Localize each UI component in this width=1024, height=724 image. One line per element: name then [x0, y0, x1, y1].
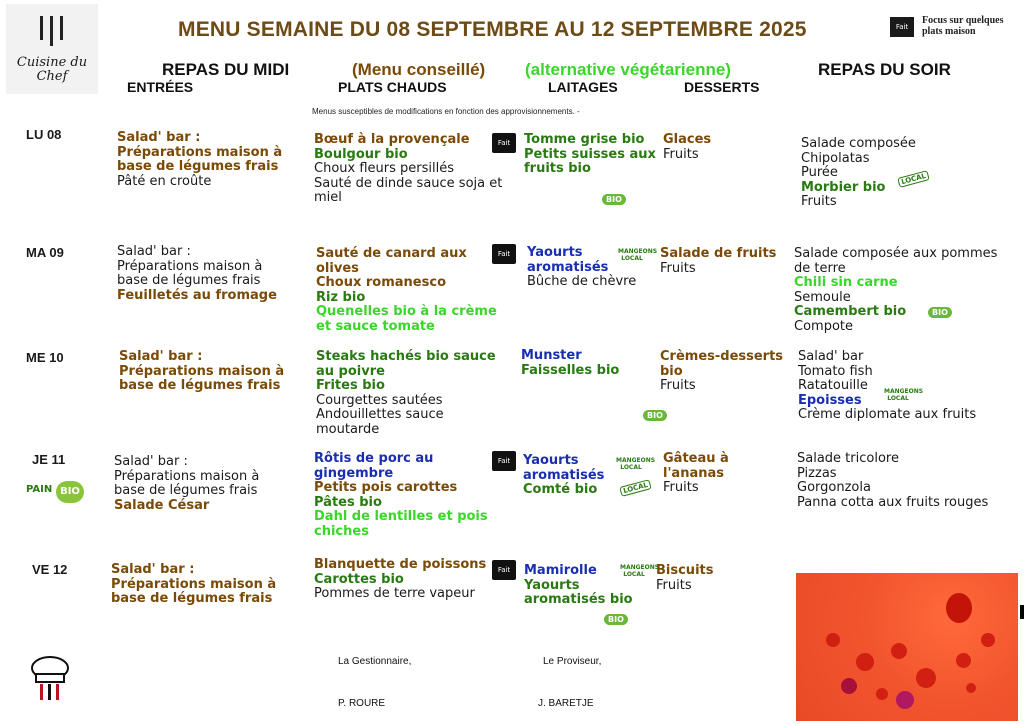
pain-label: PAIN: [26, 484, 53, 495]
tomato-shape: [891, 643, 907, 659]
list-item: Tomato fish: [798, 363, 873, 379]
list-item: Faisselles bio: [521, 362, 620, 378]
list-item: Préparations maison à base de légumes frais: [117, 258, 263, 288]
list-item: Epoisses: [798, 392, 862, 408]
day-label: LU 08: [26, 127, 62, 142]
list-item: Munster: [521, 348, 582, 363]
list-item: Tomme grise bio: [524, 132, 645, 147]
logo-text: Cuisine du Chef: [16, 55, 88, 84]
list-item: Préparations maison à base de légumes frais: [114, 468, 260, 498]
day-label: JE 11: [32, 452, 66, 467]
mangeons-local-badge-icon: MANGEONS LOCAL: [620, 564, 660, 578]
laitages-cell: [524, 133, 656, 177]
pomegranate-shape: [841, 678, 857, 694]
soir-cell: [794, 247, 1016, 334]
peppercorn-bowl-shape: [896, 691, 914, 709]
list-item: Bûche de chèvre: [527, 274, 637, 289]
tomato-shape: [981, 633, 995, 647]
list-item: Dahl de lentilles et pois chiches: [314, 509, 488, 539]
list-item: Feuilletés au fromage: [117, 287, 277, 303]
list-item: Salad' bar: [798, 349, 864, 364]
soir-cell: [798, 350, 1016, 423]
list-item: Steaks hachés bio sauce au poivre: [316, 349, 496, 379]
list-item: Choux fleurs persillés: [314, 161, 454, 176]
tomato-shape: [826, 633, 840, 647]
list-item: Yaourts aromatisés bio: [524, 577, 633, 607]
list-item: Chili sin carne: [794, 275, 898, 290]
list-item: Morbier bio: [801, 179, 886, 195]
repas-midi-header: REPAS DU MIDI: [162, 60, 290, 79]
plats-cell: [314, 133, 518, 206]
list-item: Pâté en croûte: [117, 173, 212, 189]
desserts-cell: [656, 564, 776, 593]
fait-maison-icon: Fait maison: [492, 560, 516, 580]
tomato-shape: [876, 688, 888, 700]
day-label: ME 10: [26, 350, 64, 365]
col-laitages: LAITAGES: [548, 79, 618, 95]
bio-badge-icon: BIO: [604, 614, 628, 625]
tomato-shape: [916, 668, 936, 688]
list-item: Pâtes bio: [314, 494, 382, 510]
desserts-cell: [663, 133, 791, 162]
list-item: Salade tricolore: [797, 451, 899, 466]
list-item: Courgettes sautées: [316, 392, 443, 408]
list-item: Petits pois carottes: [314, 480, 458, 495]
desserts-cell: [660, 350, 796, 394]
list-item: Petits suisses aux fruits bio: [524, 146, 656, 176]
list-item: Préparations maison à base de légumes frais: [111, 576, 277, 606]
focus-legend: Focus sur quelques plats maison: [922, 15, 1004, 37]
fait-maison-icon: Fait maison: [492, 244, 516, 264]
chef-hat-icon: [28, 654, 72, 704]
list-item: Riz bio: [316, 289, 366, 305]
list-item: Sauté de dinde sauce soja et miel: [314, 175, 503, 205]
gestionnaire-name: P. ROURE: [338, 698, 386, 709]
cuisine-du-chef-logo: [6, 4, 98, 94]
bio-badge-icon: BIO: [643, 410, 667, 421]
mangeons-local-badge-icon: MANGEONS LOCAL: [884, 388, 924, 402]
list-item: Glaces: [663, 132, 712, 147]
laitages-cell: [521, 349, 653, 378]
col-desserts: DESSERTS: [684, 79, 760, 95]
list-item: Salade de fruits: [660, 246, 777, 261]
fait-maison-icon: Fait maison: [492, 133, 516, 153]
list-item: Semoule: [794, 289, 851, 305]
list-item: Rôtis de porc au gingembre: [314, 451, 434, 481]
local-bio-badge-icon: LOCAL: [619, 479, 652, 497]
list-item: Panna cotta aux fruits rouges: [797, 494, 989, 510]
list-item: Purée: [801, 165, 838, 180]
vegetables-photo: [796, 573, 1018, 721]
list-item: Compote: [794, 318, 853, 334]
list-item: Frites bio: [316, 378, 385, 393]
fait-maison-icon: Fait maison: [492, 451, 516, 471]
list-item: Salad' bar :: [117, 244, 191, 259]
fork-knife-icon: [32, 14, 72, 58]
entrees-cell: [114, 455, 294, 513]
list-item: Carottes bio: [314, 571, 404, 587]
entrees-cell: [111, 563, 291, 607]
list-item: Préparations maison à base de légumes frais: [117, 144, 283, 174]
pepper-shape: [946, 593, 972, 623]
plats-cell: [316, 350, 508, 437]
list-item: Mamirolle: [524, 563, 597, 578]
entrees-cell: [117, 245, 297, 303]
col-plats-chauds: PLATS CHAUDS: [338, 79, 447, 95]
bio-badge-icon: BIO: [928, 307, 952, 318]
list-item: Gorgonzola: [797, 480, 871, 495]
local-bio-badge-icon: LOCAL: [897, 170, 930, 188]
bio-badge-icon: BIO: [602, 194, 626, 205]
list-item: Sauté de canard aux olives: [316, 246, 467, 276]
list-item: Camembert bio: [794, 304, 907, 319]
proviseur-name: J. BARETJE: [538, 698, 594, 709]
plats-cell: [316, 247, 506, 334]
list-item: Biscuits: [656, 563, 714, 578]
list-item: Ratatouille: [798, 378, 868, 393]
list-item: Comté bio: [523, 482, 598, 497]
list-item: Salad' bar :: [119, 349, 203, 364]
alternative-vegetarienne-header: (alternative végétarienne): [525, 60, 731, 79]
availability-notice: Menus susceptibles de modifications en fonction des approvisionnements. -: [312, 107, 580, 116]
list-item: Chipolatas: [801, 150, 870, 166]
edge-mark: [1020, 605, 1024, 619]
tomato-shape: [956, 653, 971, 668]
list-item: Yaourts aromatisés: [523, 453, 605, 483]
list-item: Crèmes-desserts bio: [660, 349, 784, 379]
gestionnaire-title: La Gestionnaire,: [338, 656, 412, 667]
tomato-shape: [966, 683, 976, 693]
fait-maison-icon: Fait maison: [890, 17, 914, 37]
proviseur-title: Le Proviseur,: [543, 656, 602, 667]
entrees-cell: [119, 350, 299, 394]
list-item: Fruits: [663, 146, 699, 162]
menu-conseille-header: (Menu conseillé): [352, 60, 486, 79]
page-title: MENU SEMAINE DU 08 SEPTEMBRE AU 12 SEPTEMBRE 2025: [178, 18, 807, 41]
list-item: Quenelles bio à la crème et sauce tomate: [316, 304, 497, 334]
desserts-cell: [663, 452, 783, 496]
plats-cell: [314, 558, 496, 602]
list-item: Blanquette de poissons: [314, 557, 487, 572]
list-item: Fruits: [660, 260, 696, 276]
list-item: Pizzas: [797, 465, 837, 481]
list-item: Pommes de terre vapeur: [314, 586, 475, 601]
list-item: Fruits: [660, 378, 696, 393]
desserts-cell: [660, 247, 790, 276]
list-item: Choux romanesco: [316, 275, 446, 290]
day-label: MA 09: [26, 245, 64, 260]
entrees-cell: [117, 131, 297, 189]
pain-bio-badge-icon: BIO: [56, 481, 84, 503]
list-item: Préparations maison à base de légumes frais: [119, 363, 285, 393]
list-item: Salade composée: [801, 136, 916, 151]
col-entrees: ENTRÉES: [127, 79, 194, 95]
list-item: Salad' bar :: [114, 454, 188, 469]
tomato-shape: [856, 653, 874, 671]
list-item: Salad' bar :: [117, 130, 201, 145]
day-label: VE 12: [32, 562, 68, 577]
mangeons-local-badge-icon: MANGEONS LOCAL: [616, 457, 656, 471]
list-item: Salade composée aux pommes de terre: [794, 246, 998, 276]
list-item: Fruits: [663, 480, 699, 495]
list-item: Salad' bar :: [111, 562, 195, 577]
soir-cell: [801, 137, 1016, 210]
list-item: Salade César: [114, 497, 210, 513]
soir-cell: [797, 452, 1016, 510]
list-item: Boulgour bio: [314, 146, 408, 162]
list-item: Yaourts aromatisés: [527, 245, 609, 275]
list-item: Crème diplomate aux fruits: [798, 407, 977, 422]
list-item: Fruits: [801, 194, 837, 209]
list-item: Gâteau à l'ananas: [663, 451, 729, 481]
list-item: Bœuf à la provençale: [314, 132, 470, 147]
list-item: Fruits: [656, 577, 692, 593]
repas-soir-header: REPAS DU SOIR: [818, 60, 951, 79]
list-item: Andouillettes sauce moutarde: [316, 407, 444, 437]
mangeons-local-badge-icon: MANGEONS LOCAL: [618, 248, 658, 262]
plats-cell: [314, 452, 504, 539]
